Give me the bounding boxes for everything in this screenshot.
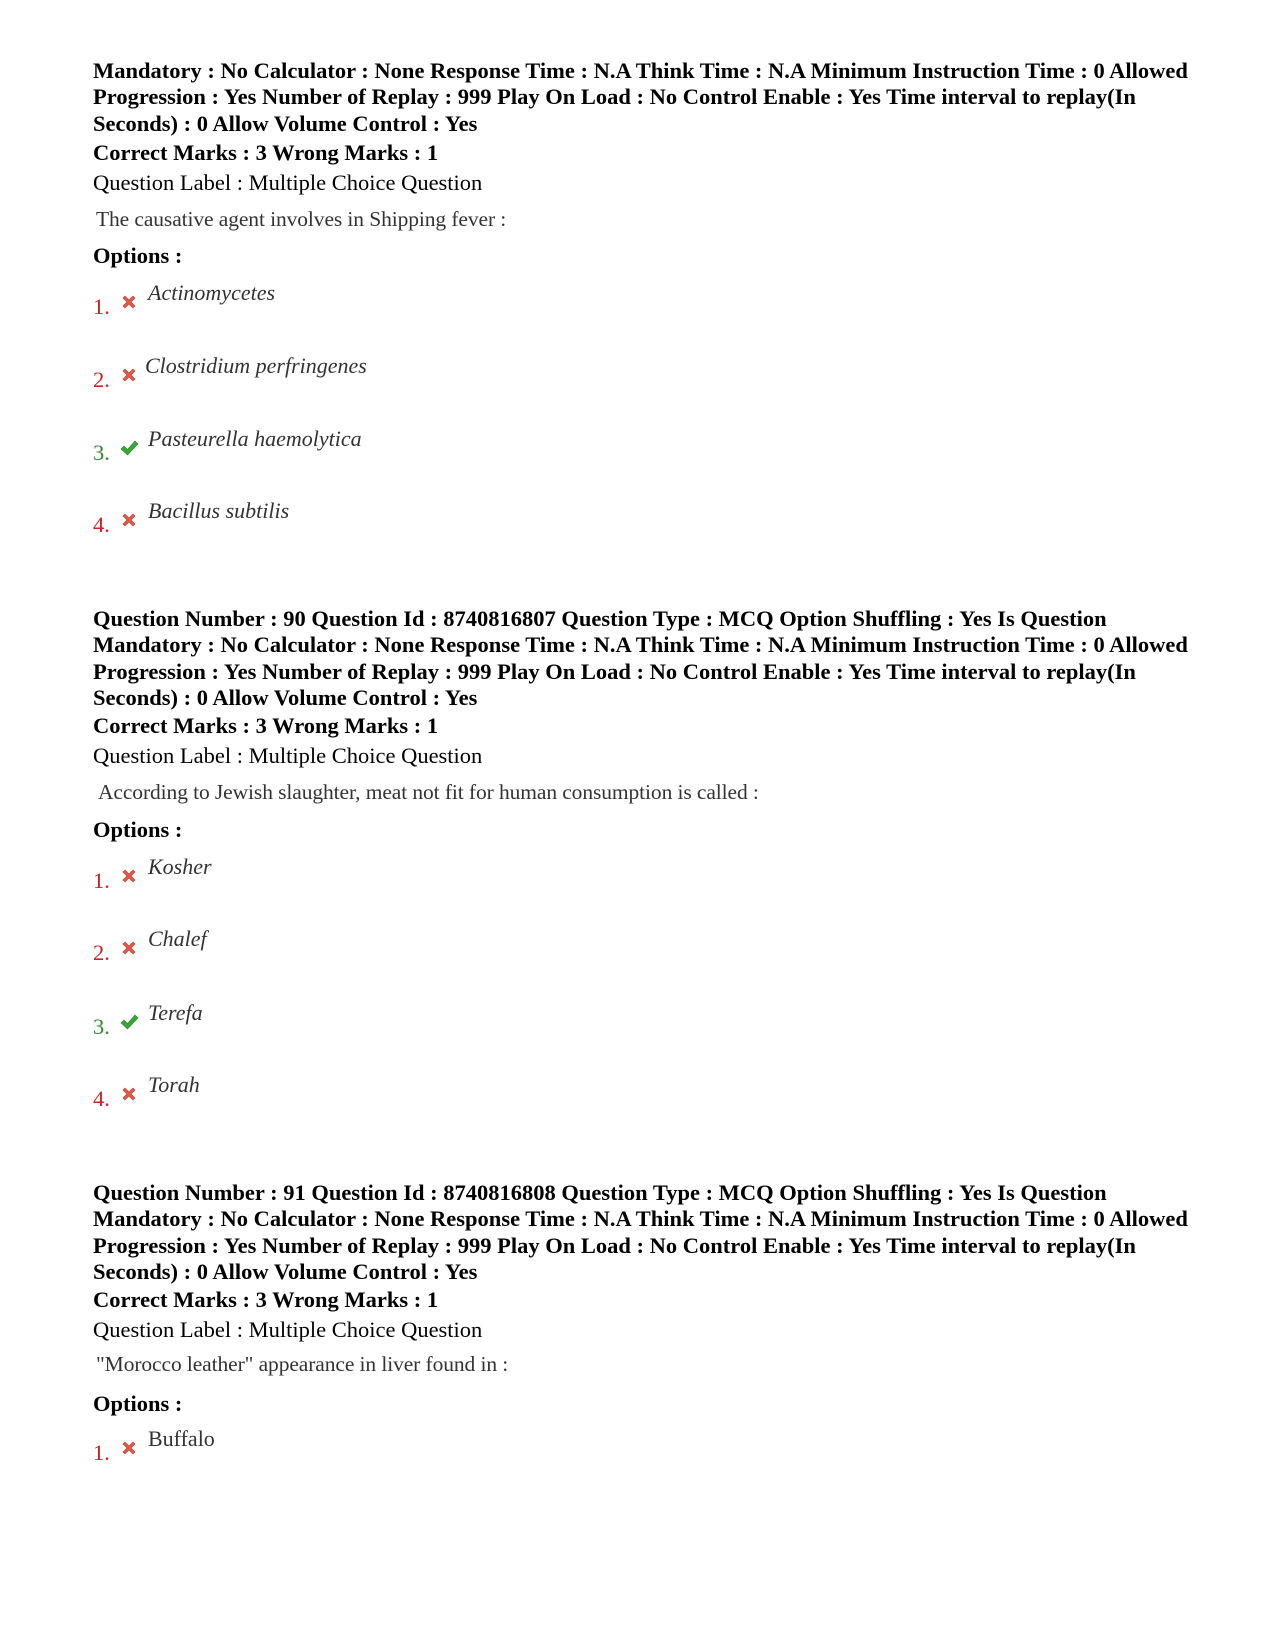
option-4: [93, 1072, 693, 1112]
option-number: 3.: [93, 440, 110, 465]
question-text: "Morocco leather" appearance in liver found in :: [96, 1352, 509, 1376]
option-number: 4.: [93, 1086, 110, 1111]
cross-icon: [119, 1084, 139, 1104]
option-text: Kosher: [148, 854, 212, 879]
question-label: Question Label : Multiple Choice Question: [93, 1317, 483, 1342]
option-1: [93, 854, 693, 894]
option-text: Buffalo: [148, 1426, 215, 1451]
question-meta: Question Number : 90 Question Id : 8740816807 Question Type : MCQ Option Shuffling : Yes Is Question Mandatory : No Calculator : None Response Time : N.A Think Time : N.A Minimum Instruction Time : 0 Allowed Progression : Yes Number of Replay : 999 Play On Load : No Control Enable : Yes Time interval to replay(In Seconds) : 0 Allow Volume Control : Yes: [93, 606, 1188, 710]
question-label: Question Label : Multiple Choice Question: [93, 743, 483, 768]
question-text: The causative agent involves in Shipping fever :: [96, 207, 507, 231]
option-text: Clostridium perfringenes: [145, 353, 367, 378]
option-number: 1.: [93, 868, 110, 893]
option-text: Actinomycetes: [148, 280, 276, 305]
option-text: Torah: [148, 1072, 200, 1097]
option-4: [93, 498, 693, 538]
cross-icon: [119, 510, 139, 530]
question-label: Question Label : Multiple Choice Question: [93, 170, 483, 195]
option-text: Chalef: [148, 926, 207, 951]
cross-icon: [119, 1438, 139, 1458]
option-2: [93, 926, 693, 966]
option-3: [93, 426, 693, 466]
option-number: 1.: [93, 294, 110, 319]
option-number: 4.: [93, 512, 110, 537]
option-1: [93, 1426, 693, 1466]
options-heading: Options :: [93, 243, 183, 268]
check-icon: [119, 438, 139, 458]
option-2: [93, 353, 693, 393]
option-text: Pasteurella haemolytica: [148, 426, 362, 451]
options-heading: Options :: [93, 1391, 183, 1416]
question-meta: Mandatory : No Calculator : None Response Time : N.A Think Time : N.A Minimum Instruction Time : 0 Allowed Progression : Yes Number of Replay : 999 Play On Load : No Control Enable : Yes Time interval to replay(In Seconds) : 0 Allow Volume Control : Yes: [93, 58, 1188, 136]
check-icon: [119, 1012, 139, 1032]
question-marks: Correct Marks : 3 Wrong Marks : 1: [93, 140, 439, 165]
option-text: Terefa: [148, 1000, 203, 1025]
option-number: 3.: [93, 1014, 110, 1039]
option-number: 2.: [93, 367, 110, 392]
options-heading: Options :: [93, 817, 183, 842]
option-number: 2.: [93, 940, 110, 965]
question-marks: Correct Marks : 3 Wrong Marks : 1: [93, 713, 439, 738]
option-number: 1.: [93, 1440, 110, 1465]
option-3: [93, 1000, 693, 1040]
cross-icon: [119, 292, 139, 312]
cross-icon: [119, 866, 139, 886]
cross-icon: [119, 938, 139, 958]
option-1: [93, 280, 693, 320]
question-marks: Correct Marks : 3 Wrong Marks : 1: [93, 1287, 439, 1312]
cross-icon: [119, 365, 139, 385]
question-text: According to Jewish slaughter, meat not fit for human consumption is called :: [98, 780, 759, 804]
option-text: Bacillus subtilis: [148, 498, 290, 523]
question-meta: Question Number : 91 Question Id : 8740816808 Question Type : MCQ Option Shuffling : Yes Is Question Mandatory : No Calculator : None Response Time : N.A Think Time : N.A Minimum Instruction Time : 0 Allowed Progression : Yes Number of Replay : 999 Play On Load : No Control Enable : Yes Time interval to replay(In Seconds) : 0 Allow Volume Control : Yes: [93, 1180, 1188, 1284]
